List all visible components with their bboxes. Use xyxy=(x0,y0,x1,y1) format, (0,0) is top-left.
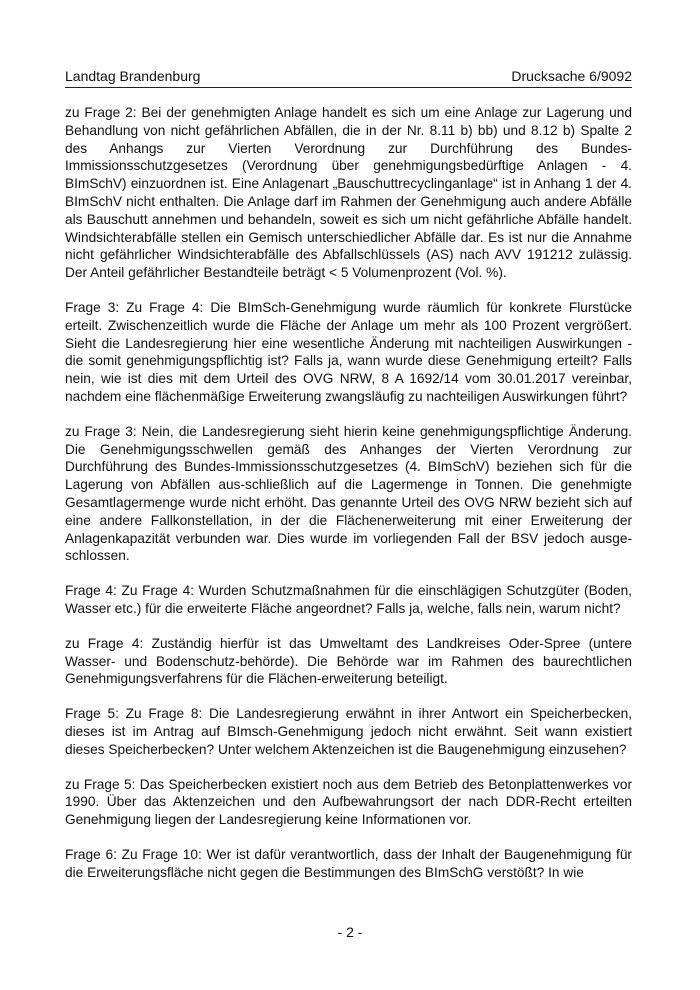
paragraph-question-6: Frage 6: Zu Frage 10: Wer ist dafür verantwortlich, dass der Inhalt der Baugenehmigung für die Erweiterungsfläche nicht gegen die Bestimmungen des BImSchG verstößt? In wie xyxy=(65,846,632,880)
paragraph-answer-5: zu Frage 5: Das Speicherbecken existiert noch aus dem Betrieb des Betonplattenwerkes vor 1990. Über das Aktenzeichen und den Aufbewahrungsort der nach DDR-Recht erteilten Genehmigung liegen der Landesregierung keine Informationen vor. xyxy=(65,776,632,828)
paragraph-answer-4: zu Frage 4: Zuständig hierfür ist das Umweltamt des Landkreises Oder-Spree (untere Wasser- und Bodenschutz-behörde). Die Behörde war im Rahmen des baurechtlichen Genehmigungsverfahrens für die Flächen-erweiterung beteiligt. xyxy=(65,635,632,687)
page-header xyxy=(65,64,632,88)
page-number: - 2 - xyxy=(337,924,363,940)
paragraph-question-3: Frage 3: Zu Frage 4: Die BImSch-Genehmigung wurde räumlich für konkrete Flurstücke erteilt. Zwischenzeitlich wurde die Fläche der Anlage um mehr als 100 Prozent vergrößert. Sieht die Landesregierung hier eine wesentliche Änderung mit nachteiligen Auswirkungen - die somit genehmigungspflichtig ist? Falls ja, wann wurde diese Genehmigung erteilt? Falls nein, wie ist dies mit dem Urteil des OVG NRW, 8 A 1692/14 vom 30.01.2017 vereinbar, nachdem eine flächenmäßige Erweiterung zwangsläufig zu nachteiligen Auswirkungen führt? xyxy=(65,299,632,404)
paragraph-question-4: Frage 4: Zu Frage 4: Wurden Schutzmaßnahmen für die einschlägigen Schutzgüter (Boden, Wasser etc.) für die erweiterte Fläche angeordnet? Falls ja, welche, falls nein, warum nicht? xyxy=(65,583,632,616)
paragraph-answer-2: zu Frage 2: Bei der genehmigten Anlage handelt es sich um eine Anlage zur Lagerung und Behandlung von nicht gefährlichen Abfällen, die in der Nr. 8.11 b) bb) und 8.12 b) Spalte 2 des Anhangs zur Vierten Verordnung zur Durchführung des Bundes-Immissionsschutzgesetzes (Verordnung über genehmigungsbedürftige Anlagen - 4. BImSchV) einzuordnen ist. Eine Anlagenart „Bauschuttrecyclinganlage“ ist in Anhang 1 der 4. BImSchV nicht enthalten. Die Anlage darf im Rahmen der Genehmigung auch andere Abfälle als Bauschutt annehmen und behandeln, soweit es sich um nicht gefährliche Abfälle handelt. Windsichterabfälle stellen ein Gemisch unterschiedlicher Abfälle dar. Es ist nur die Annahme nicht gefährlicher Windsichterabfälle des Abfallschlüssels (AS) nach AVV 191212 zulässig. Der Anteil gefährlicher Bestandteile beträgt < 5 Volumenprozent (Vol. %). xyxy=(65,105,632,281)
header-institution: Landtag Brandenburg xyxy=(65,68,201,84)
paragraph-answer-3: zu Frage 3: Nein, die Landesregierung sieht hierin keine genehmigungspflichtige Änderung. Die Genehmigungsschwellen gemäß des Anhanges der Vierten Verordnung zur Durchführung des Bundes-Immissionsschutzgesetzes (4. BImSchV) beziehen sich für die Lagerung von Abfällen aus-schließlich auf die Lagermenge in Tonnen. Die genehmigte Gesamtlagermenge wurde nicht erhöht. Das genannte Urteil des OVG NRW bezieht sich auf eine andere Fallkonstellation, in der die Flächenerweiterung mit einer Erweiterung der Anlagenkapazität verbunden war. Dies wurde im vorliegenden Fall der BSV jedoch ausgeschlossen. xyxy=(65,423,632,564)
header-document-number: Drucksache 6/9092 xyxy=(511,68,632,84)
document-body xyxy=(65,104,632,898)
paragraph-question-5: Frage 5: Zu Frage 8: Die Landesregierung erwähnt in ihrer Antwort ein Speicherbecken, dieses ist im Antrag auf BImsch-Genehmigung jedoch nicht erwähnt. Seit wann existiert dieses Speicherbecken? Unter welchem Aktenzeichen ist die Baugenehmigung einzusehen? xyxy=(65,706,632,757)
